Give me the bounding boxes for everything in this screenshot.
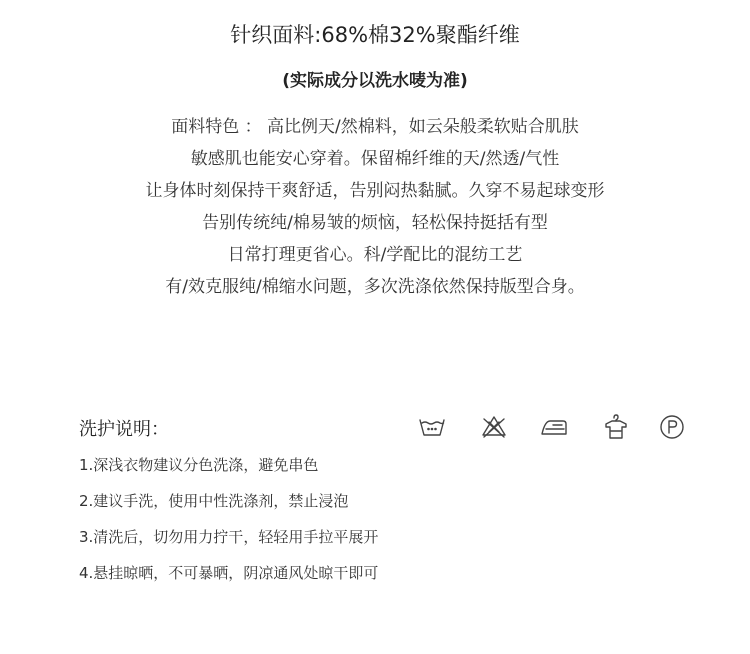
fabric-composition: 针织面料:68%棉32%聚酯纤维 bbox=[230, 23, 520, 47]
care-instruction-item: 3.清洗后，切勿用力拧干，轻轻用手拉平展开 bbox=[79, 528, 379, 546]
description-line: 让身体时刻保持干爽舒适，告别闷热黏腻。久穿不易起球变形 bbox=[145, 181, 605, 201]
care-icons bbox=[418, 413, 690, 441]
no-bleach-icon bbox=[480, 413, 508, 441]
care-instructions bbox=[79, 452, 378, 596]
description-line: 日常打理更省心。科/学配比的混纺工艺 bbox=[227, 245, 523, 265]
care-instruction-item: 1.深浅衣物建议分色洗涤，避免串色 bbox=[79, 456, 319, 474]
care-title: 洗护说明： bbox=[79, 419, 169, 440]
composition-note: (实际成分以洗水唛为准) bbox=[282, 71, 468, 91]
care-instruction-item: 2.建议手洗，使用中性洗涤剂，禁止浸泡 bbox=[79, 492, 349, 510]
description-line: 告别传统纯/棉易皱的烦恼，轻松保持挺括有型 bbox=[202, 213, 548, 233]
care-instruction-item: 4.悬挂晾晒，不可暴晒，阴凉通风处晾干即可 bbox=[79, 564, 379, 582]
description-line: 敏感肌也能安心穿着。保留棉纤维的天/然透/气性 bbox=[190, 149, 560, 169]
iron-low-icon bbox=[540, 413, 568, 441]
fabric-description bbox=[0, 111, 750, 303]
hang-dry-icon bbox=[602, 413, 630, 441]
dry-clean-p-icon bbox=[658, 413, 686, 441]
description-line: 面料特色 ： 高比例天/然棉料，如云朵般柔软贴合肌肤 bbox=[171, 117, 579, 137]
wash-30-icon bbox=[418, 413, 446, 441]
description-line: 有/效克服纯/棉缩水问题，多次洗涤依然保持版型合身。 bbox=[165, 277, 585, 297]
